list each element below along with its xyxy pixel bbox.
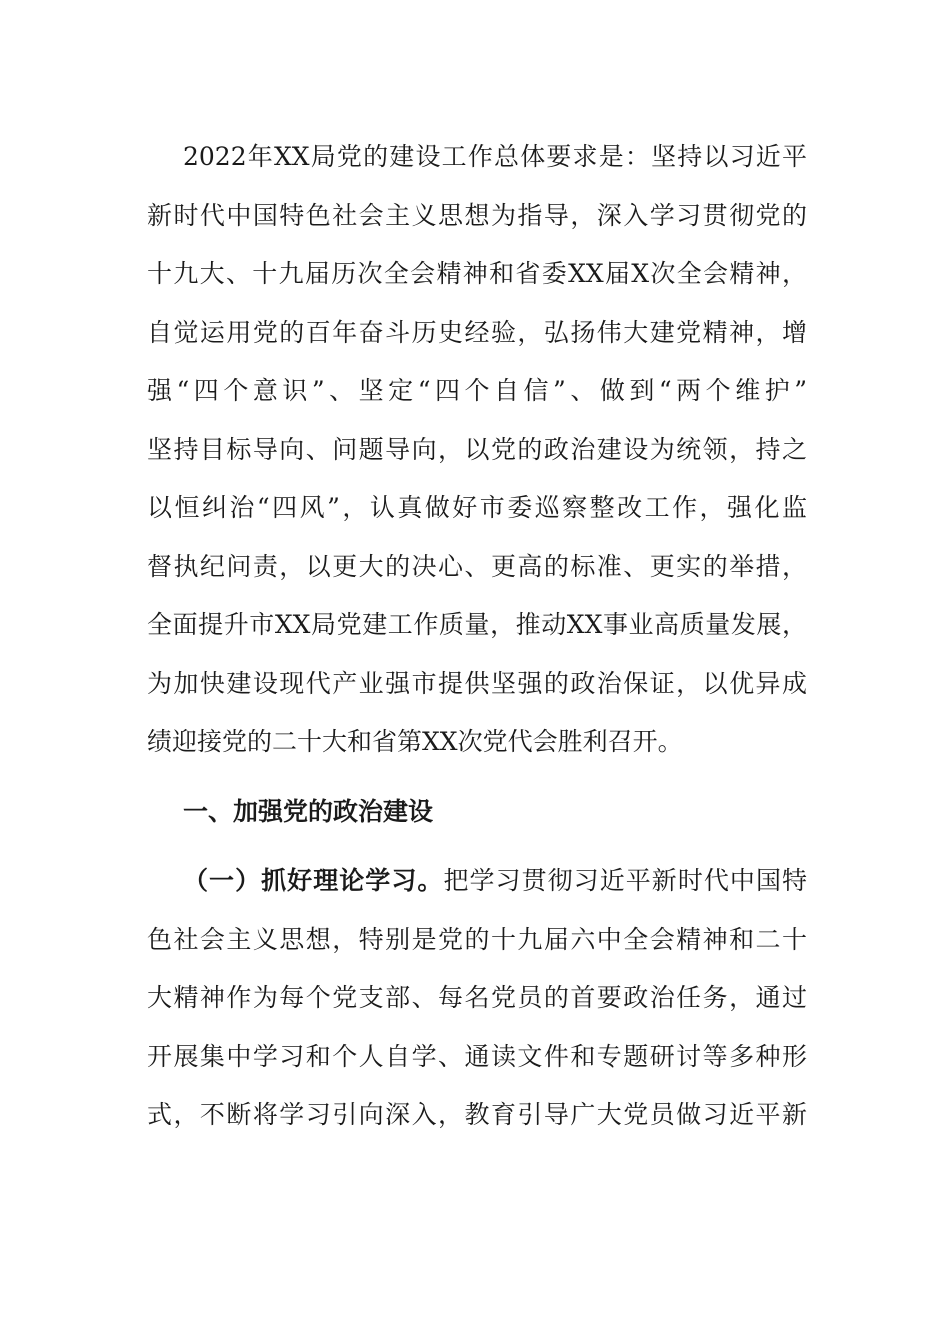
paragraph-theory-study	[147, 852, 807, 1145]
paragraph-line: 为加快建设现代产业强市提供坚强的政治保证，以优异成	[147, 668, 807, 698]
paragraph-line: 绩迎接党的二十大和省第XX次党代会胜利召开。	[147, 727, 683, 756]
paragraph-line: 色社会主义思想，特别是党的十九届六中全会精神和二十	[147, 924, 807, 954]
paragraph-lead-text: 把学习贯彻习近平新时代中国特	[443, 866, 807, 895]
paragraph-line: 强“四个意识”、坚定“四个自信”、做到“两个维护”	[147, 376, 807, 405]
paragraph-line: 自觉运用党的百年奋斗历史经验，弘扬伟大建党精神，增	[147, 317, 807, 347]
paragraph-general-requirements	[147, 128, 807, 772]
paragraph-line: 2022年XX局党的建设工作总体要求是：坚持以习近平	[183, 142, 807, 171]
paragraph-line: 全面提升市XX局党建工作质量，推动XX事业高质量发展，	[147, 610, 807, 639]
paragraph-line: 以恒纠治“四风”，认真做好市委巡察整改工作，强化监	[147, 493, 807, 522]
section-heading: 一、加强党的政治建设	[183, 796, 434, 826]
paragraph-line: 督执纪问责，以更大的决心、更高的标准、更实的举措，	[147, 551, 807, 581]
paragraph-line: 坚持目标导向、问题导向，以党的政治建设为统领，持之	[147, 434, 807, 464]
paragraph-first-line	[147, 852, 807, 911]
paragraph-line: 式，不断将学习引向深入，教育引导广大党员做习近平新	[147, 1100, 807, 1129]
document-body	[147, 128, 807, 1145]
paragraph-line: 开展集中学习和个人自学、通读文件和专题研讨等多种形	[147, 1041, 807, 1071]
subheading-lead: （一）抓好理论学习。	[183, 866, 444, 895]
paragraph-line: 新时代中国特色社会主义思想为指导，深入学习贯彻党的	[147, 200, 807, 230]
paragraph-line: 十九大、十九届历次全会精神和省委XX届X次全会精神，	[147, 259, 807, 288]
paragraph-line: 大精神作为每个党支部、每名党员的首要政治任务，通过	[147, 983, 807, 1012]
